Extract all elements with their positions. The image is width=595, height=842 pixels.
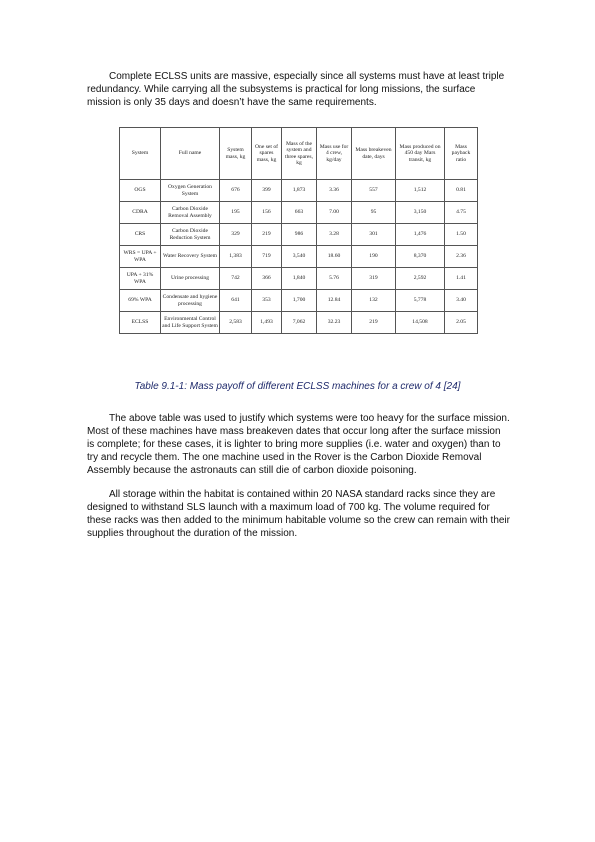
table-cell: WRS = UPA + WPA bbox=[120, 246, 161, 268]
table-cell: 190 bbox=[352, 246, 396, 268]
table-cell: 219 bbox=[252, 224, 282, 246]
table-cell: 3.28 bbox=[317, 224, 352, 246]
table-cell: 986 bbox=[282, 224, 317, 246]
table-cell: 2.36 bbox=[445, 246, 478, 268]
table-caption: Table 9.1-1: Mass payoff of different ECLSS machines for a crew of 4 [24] bbox=[134, 381, 461, 392]
table-cell: Oxygen Generation System bbox=[161, 180, 220, 202]
storage-paragraph-text: All storage within the habitat is contained within 20 NASA standard racks since they are designed to withstand SLS launch with a maximum load of 700 kg. The volume required for these racks was then added to the minimum habitable volume so the crew can remain with their supplies throughout the duration of the mission. bbox=[87, 489, 510, 539]
table-cell: Environmental Control and Life Support System bbox=[161, 312, 220, 334]
header-cell: Full name bbox=[161, 128, 220, 180]
table-cell: 3.36 bbox=[317, 180, 352, 202]
table-cell: 1,493 bbox=[252, 312, 282, 334]
table-cell: 7.00 bbox=[317, 202, 352, 224]
header-cell: Mass use for 4 crew, kg/day bbox=[317, 128, 352, 180]
header-cell: Mass payback ratio bbox=[445, 128, 478, 180]
table-cell: 1,383 bbox=[220, 246, 252, 268]
intro-paragraph bbox=[87, 70, 510, 109]
table-cell: 719 bbox=[252, 246, 282, 268]
table-cell: 12.84 bbox=[317, 290, 352, 312]
table-cell: 8,370 bbox=[396, 246, 445, 268]
table-cell: 3.40 bbox=[445, 290, 478, 312]
table-cell: 399 bbox=[252, 180, 282, 202]
table-cell: 0.81 bbox=[445, 180, 478, 202]
table-row bbox=[120, 290, 478, 312]
table-cell: 132 bbox=[352, 290, 396, 312]
table-cell: 219 bbox=[352, 312, 396, 334]
table-cell: Carbon Dioxide Removal Assembly bbox=[161, 202, 220, 224]
table-cell: 557 bbox=[352, 180, 396, 202]
table-cell: Carbon Dioxide Reduction System bbox=[161, 224, 220, 246]
header-cell: System bbox=[120, 128, 161, 180]
header-cell: Mass produced on 450 day Mars transit, kg bbox=[396, 128, 445, 180]
table-cell: 1,840 bbox=[282, 268, 317, 290]
table-cell: 663 bbox=[282, 202, 317, 224]
table-cell: Water Recovery System bbox=[161, 246, 220, 268]
table-cell: 7,062 bbox=[282, 312, 317, 334]
table-cell: 3,150 bbox=[396, 202, 445, 224]
table-cell: 676 bbox=[220, 180, 252, 202]
table-cell: CRS bbox=[120, 224, 161, 246]
header-cell: Mass of the system and three spares, kg bbox=[282, 128, 317, 180]
header-cell: One set of spares mass, kg bbox=[252, 128, 282, 180]
table-header-row bbox=[120, 128, 478, 180]
table-cell: 1,873 bbox=[282, 180, 317, 202]
table-cell: 1,476 bbox=[396, 224, 445, 246]
table-cell: 18.60 bbox=[317, 246, 352, 268]
table-cell: 1,700 bbox=[282, 290, 317, 312]
table-cell: UPA + 31% WPA bbox=[120, 268, 161, 290]
table-cell: 2.05 bbox=[445, 312, 478, 334]
table-row bbox=[120, 180, 478, 202]
eclss-mass-table bbox=[119, 127, 478, 334]
table-cell: OGS bbox=[120, 180, 161, 202]
table-cell: 1,512 bbox=[396, 180, 445, 202]
analysis-paragraph-text: The above table was used to justify which systems were too heavy for the surface mission. Most of these machines have mass breakeven dates that occur long after the surface mission is complete; for these cases, it is lighter to bring more supplies (i.e. water and oxygen) than to try and recycle them. The one machine used in the Rover is the Carbon Dioxide Removal Assembly because the astronauts can still die of carbon dioxide poisoning. bbox=[87, 413, 510, 476]
table-cell: Condensate and hygiene processing bbox=[161, 290, 220, 312]
table-cell: CDRA bbox=[120, 202, 161, 224]
table-cell: 329 bbox=[220, 224, 252, 246]
table-row bbox=[120, 224, 478, 246]
table-cell: 353 bbox=[252, 290, 282, 312]
table-cell: 195 bbox=[220, 202, 252, 224]
storage-paragraph bbox=[87, 488, 510, 540]
table-cell: 156 bbox=[252, 202, 282, 224]
header-cell: System mass, kg bbox=[220, 128, 252, 180]
header-cell: Mass breakeven date, days bbox=[352, 128, 396, 180]
table-row bbox=[120, 202, 478, 224]
table-cell: 5.76 bbox=[317, 268, 352, 290]
table-cell: 3,540 bbox=[282, 246, 317, 268]
table-cell: ECLSS bbox=[120, 312, 161, 334]
table-cell: 14,508 bbox=[396, 312, 445, 334]
intro-paragraph-text: Complete ECLSS units are massive, especially since all systems must have at least triple redundancy. While carrying all the subsystems is practical for long missions, the surface mission is only 35 days and doesn’t have the same requirements. bbox=[87, 71, 505, 108]
table-cell: 1.50 bbox=[445, 224, 478, 246]
table-cell: 1.41 bbox=[445, 268, 478, 290]
table-row bbox=[120, 268, 478, 290]
table-row bbox=[120, 312, 478, 334]
table-cell: 69% WPA bbox=[120, 290, 161, 312]
analysis-paragraph bbox=[87, 412, 510, 477]
table-cell: 2,592 bbox=[396, 268, 445, 290]
table-cell: 95 bbox=[352, 202, 396, 224]
table-row bbox=[120, 246, 478, 268]
table-cell: 5,778 bbox=[396, 290, 445, 312]
table-cell: 742 bbox=[220, 268, 252, 290]
table-cell: 301 bbox=[352, 224, 396, 246]
table-cell: 319 bbox=[352, 268, 396, 290]
table-cell: 2,583 bbox=[220, 312, 252, 334]
table-cell: 366 bbox=[252, 268, 282, 290]
table-cell: Urine processing bbox=[161, 268, 220, 290]
table-cell: 4.75 bbox=[445, 202, 478, 224]
table-cell: 32.23 bbox=[317, 312, 352, 334]
table-cell: 641 bbox=[220, 290, 252, 312]
eclss-table-container bbox=[119, 127, 478, 334]
